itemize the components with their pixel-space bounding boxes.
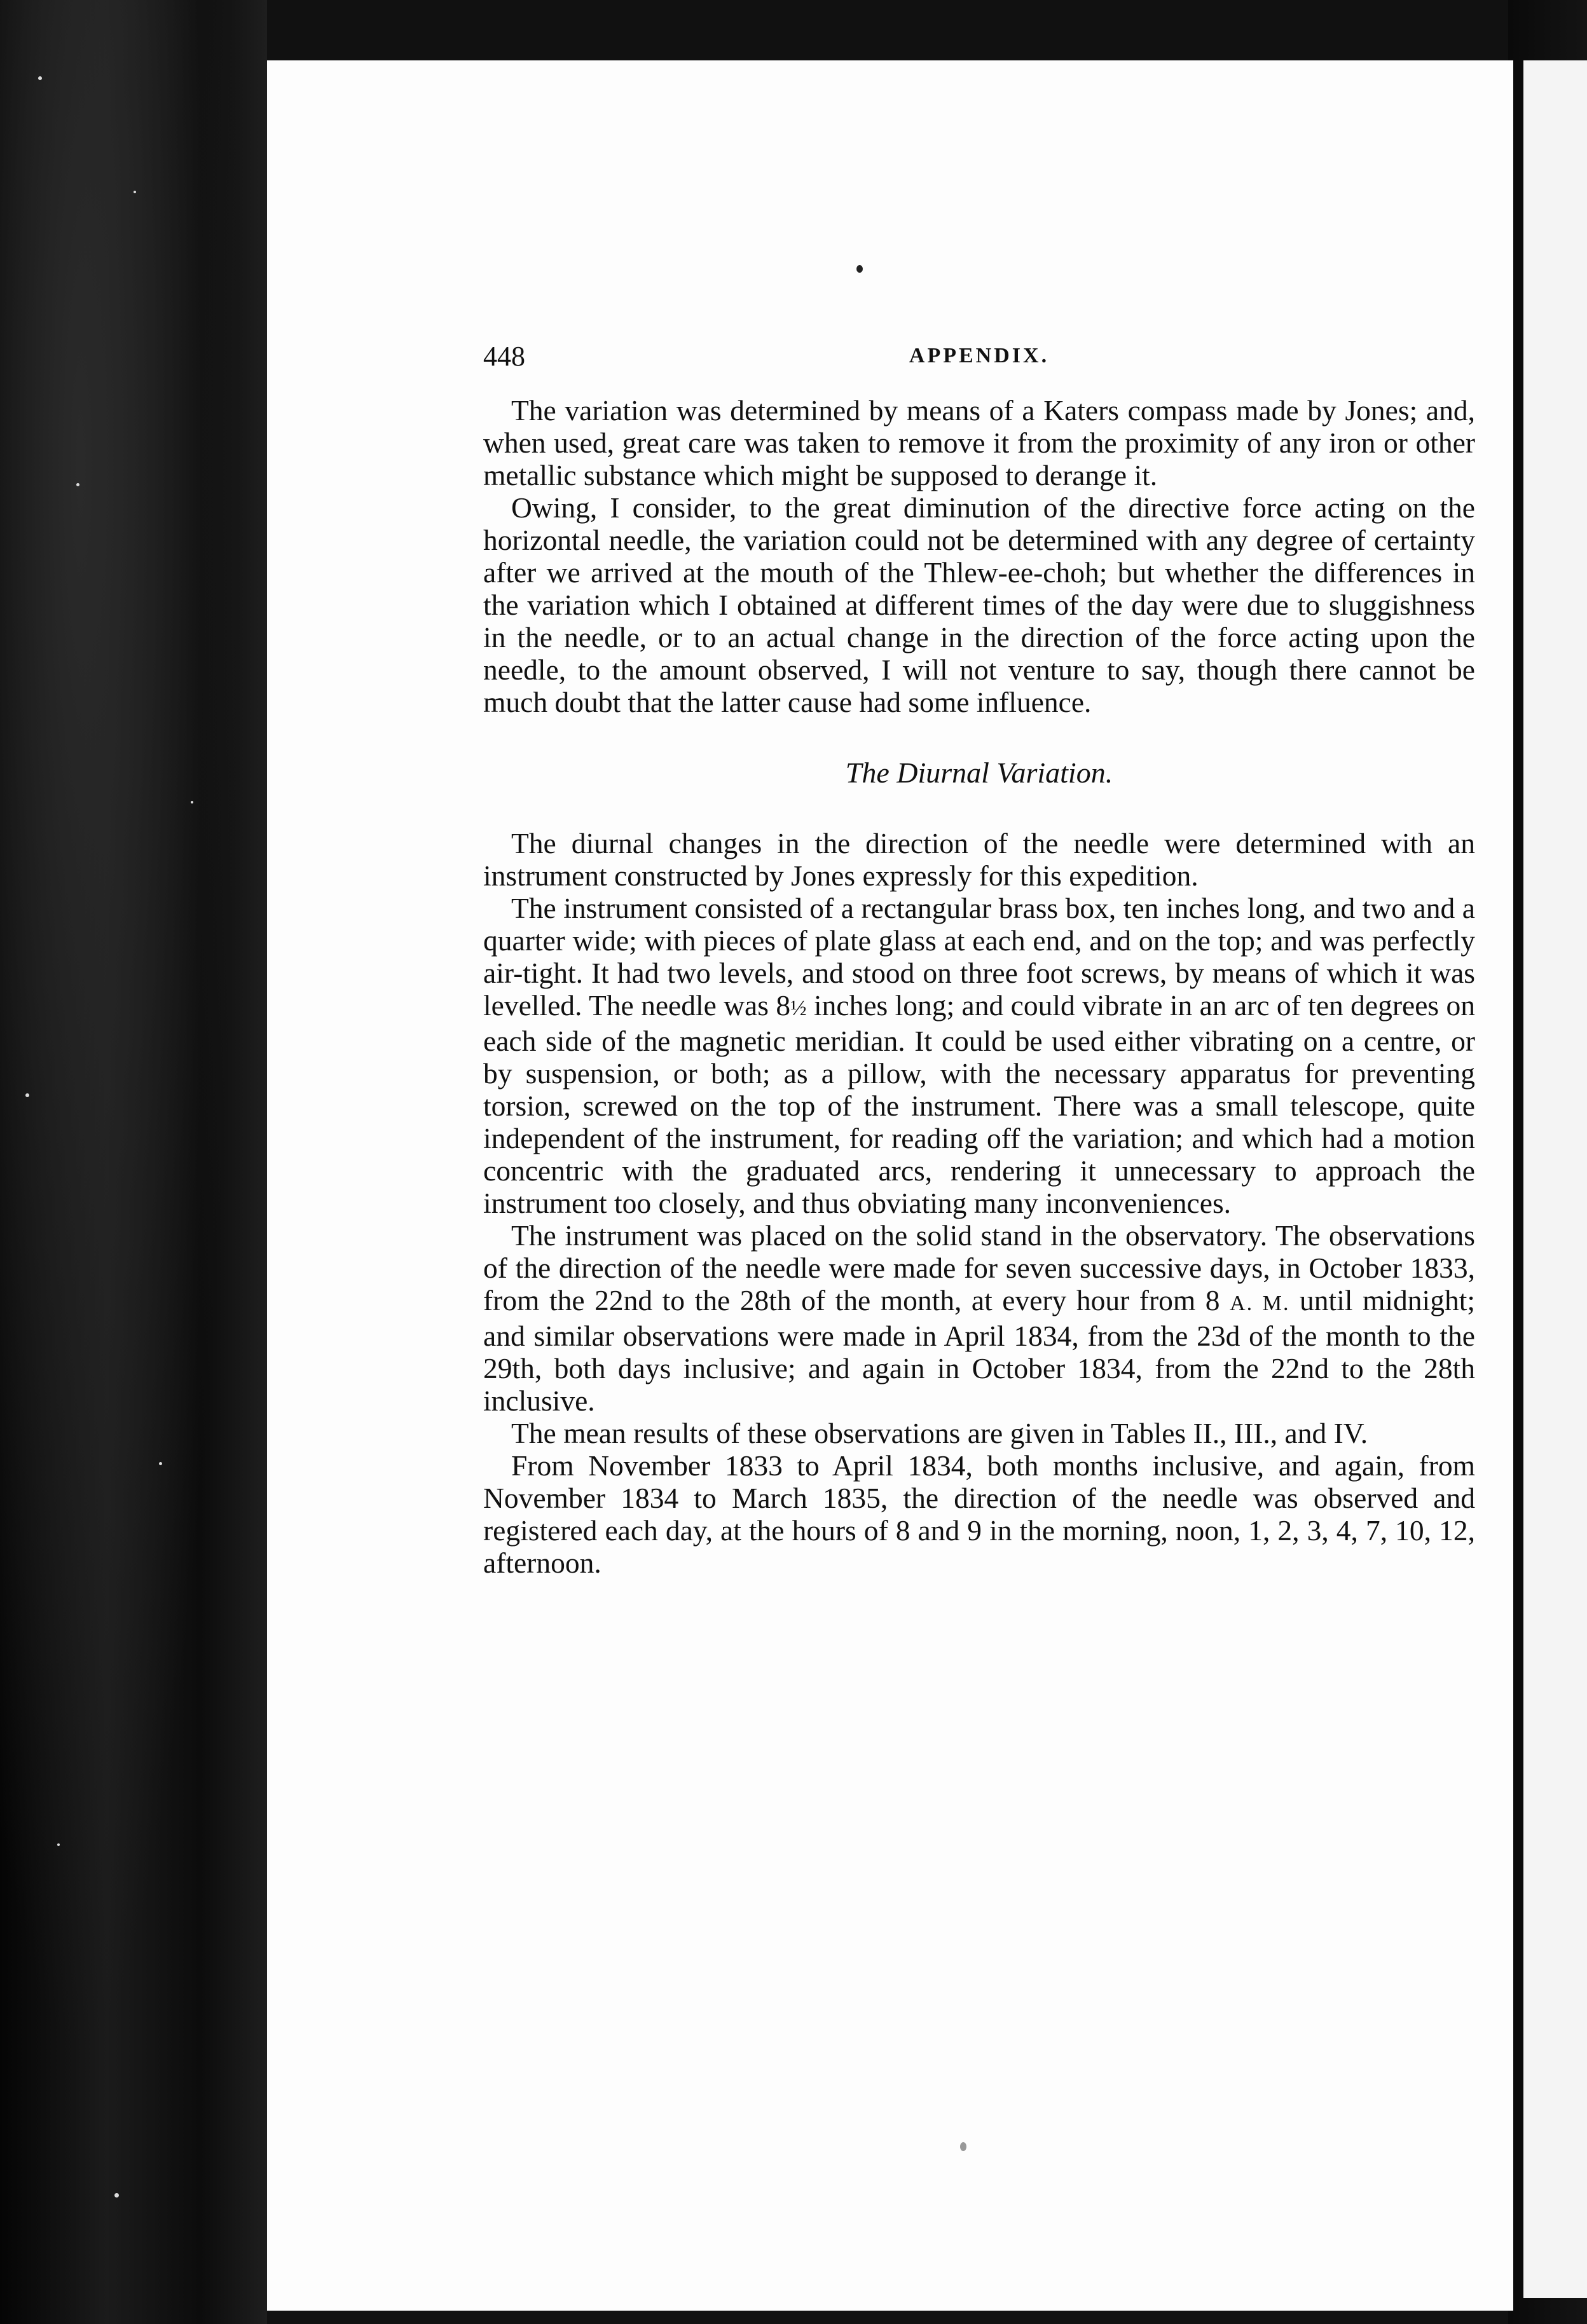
paragraph: Owing, I consider, to the great diminution of the directive force acting on the horizontal needle, the variation could not be determined with any degree of certainty after we arrived at the mouth of the Thlew-ee-choh; but whether the differences in the variation which I obtained at different times of the day were due to sluggishness in the needle, or to an actual change in the direction of the force acting upon the needle, to the amount observed, I will not venture to say, though there cannot be much doubt that the latter cause had some influence.	[483, 491, 1475, 718]
running-head: APPENDIX.	[909, 344, 1050, 367]
paragraph	[483, 892, 1475, 1219]
paragraph-text: until midnight; and similar observations were made in April 1834, from the 23d of the month to the 29th, both days inclusive; and again in October 1834, from the 22nd to the 28th inclusive.	[483, 1284, 1475, 1417]
dark-margin-left	[0, 0, 267, 2324]
speck	[191, 801, 193, 803]
fraction: ½	[790, 997, 807, 1020]
speck	[114, 2193, 119, 2198]
speck	[38, 76, 42, 80]
adjacent-page-edge	[1518, 60, 1587, 2298]
book-page	[267, 60, 1513, 2311]
paragraph-text: The instrument was placed on the solid stand in the observatory. The observations of the direction of the needle were made for seven successive days, in October 1833, from the 22nd to the 28th of the month, at every hour from 8	[483, 1219, 1475, 1316]
paragraph: From November 1833 to April 1834, both months inclusive, and again, from November 1834 to March 1835, the direction of the needle was observed and registered each day, at the hours of 8 and 9 in the morning, noon, 1, 2, 3, 4, 7, 10, 12, afternoon.	[483, 1449, 1475, 1579]
small-caps-am: A. M.	[1230, 1292, 1290, 1315]
speck	[134, 191, 136, 193]
paragraph-text: inches long; and could vibrate in an arc of ten degrees on each side of the magnetic meridian. It could be used either vibrating on a centre, or by suspension, or both; as a pillow, with the necessary apparatus for preventing torsion, screwed on the top of the instrument. There was a small telescope, quite independent of the instrument, for reading off the variation; and which had a motion concentric with the graduated arcs, rendering it unnecessary to approach the instrument too closely, and thus obviating many inconveniences.	[483, 989, 1475, 1219]
paragraph-text: The instrument consisted of a rectangular brass box, ten inches long, and two and a quarter wide; with pieces of plate glass at each end, and on the top; and was perfectly air-tight. It had two levels, and stood on three foot screws, by means of which it was levelled. The needle was 8	[483, 892, 1475, 1022]
paragraph: The diurnal changes in the direction of the needle were determined with an instrument constructed by Jones expressly for this expedition.	[483, 827, 1475, 892]
section-heading: The Diurnal Variation.	[845, 756, 1113, 789]
ink-dot	[960, 2142, 966, 2151]
paragraph: The variation was determined by means of a Katers compass made by Jones; and, when used, great care was taken to remove it from the proximity of any iron or other metallic substance which might be supposed to derange it.	[483, 394, 1475, 491]
speck	[57, 1843, 60, 1846]
speck	[25, 1093, 29, 1097]
page-number: 448	[483, 341, 525, 372]
speck	[76, 483, 79, 486]
paragraph	[483, 1219, 1475, 1417]
paragraph: The mean results of these observations are given in Tables II., III., and IV.	[511, 1417, 1368, 1449]
body-text	[483, 394, 1475, 1579]
ink-dot	[856, 265, 863, 273]
speck	[159, 1462, 162, 1465]
page-header	[483, 340, 1475, 378]
